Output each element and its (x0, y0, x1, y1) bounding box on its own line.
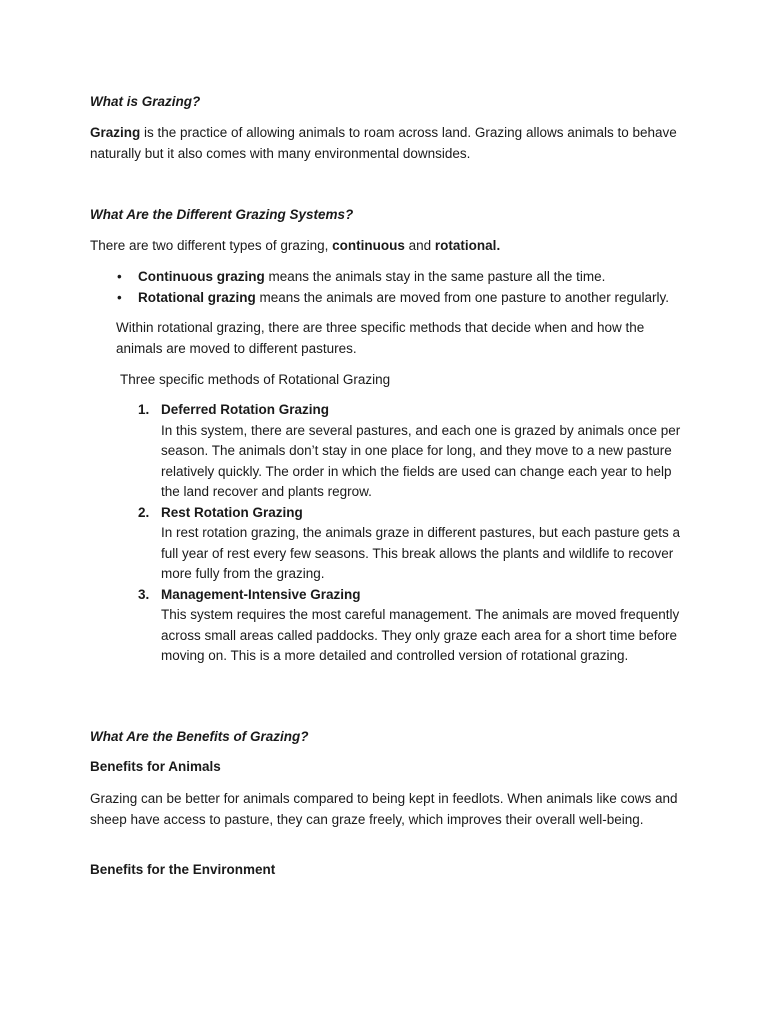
method-number: 3. (138, 586, 150, 602)
bullet-icon: • (117, 269, 122, 284)
method-title: Deferred Rotation Grazing (161, 402, 330, 417)
methods-label: Three specific methods of Rotational Grazing (120, 372, 391, 387)
paragraph-systems-intro (90, 236, 680, 257)
term-rotational: rotational (434, 238, 497, 253)
systems-intro-prefix: There are two different types of grazing, (90, 238, 333, 253)
heading-benefits: What Are the Benefits of Grazing? (90, 729, 309, 744)
subheading-benefits-environment: Benefits for the Environment (90, 862, 276, 877)
method-item (116, 503, 686, 585)
definition-text: is the practice of allowing animals to roam across land. Grazing allows animals to behave naturally but it also comes with many environmental downsides. (90, 125, 677, 161)
method-number: 1. (138, 402, 150, 417)
systems-intro-end: . (496, 238, 501, 253)
systems-intro-and: and (404, 238, 435, 253)
paragraph-rotational-intro: Within rotational grazing, there are three specific methods that decide when and how the animals are moved to different pastures. (116, 320, 645, 356)
method-item (116, 400, 686, 503)
methods-list (116, 400, 686, 667)
bullet-text: means the animals stay in the same pasture all the time. (264, 269, 606, 284)
list-item (90, 288, 690, 309)
bullet-term: Continuous grazing (138, 269, 265, 284)
subheading-benefits-animals: Benefits for Animals (90, 759, 221, 774)
method-number: 2. (138, 504, 150, 520)
bullet-icon: • (117, 289, 122, 305)
list-item (90, 267, 690, 288)
heading-grazing-systems: What Are the Different Grazing Systems? (90, 207, 354, 222)
bullet-text: means the animals are moved from one pasture to another regularly. (255, 289, 669, 305)
term-grazing: Grazing (90, 125, 141, 140)
method-item (116, 585, 686, 667)
paragraph-definition (90, 123, 680, 164)
method-description: This system requires the most careful management. The animals are moved frequently across small areas called paddocks. They only graze each area for a short time before moving on. This is a more detailed and controlled version of rotational grazing. (161, 607, 680, 663)
method-description: In this system, there are several pastures, and each one is grazed by animals once per season. The animals don’t stay in one place for long, and they move to a new pasture relatively quickly. The order in which the fields are used can change each year to help the land recover and plants regrow. (161, 422, 681, 499)
bullet-term: Rotational grazing (138, 289, 256, 305)
heading-what-is-grazing: What is Grazing? (90, 94, 201, 109)
term-continuous: continuous (332, 238, 405, 253)
grazing-types-list (90, 267, 690, 308)
method-title: Management-Intensive Grazing (161, 586, 361, 602)
method-title: Rest Rotation Grazing (161, 504, 303, 520)
method-description: In rest rotation grazing, the animals graze in different pastures, but each pasture gets a full year of rest every few seasons. This break allows the plants and wildlife to recover more fully from the grazing. (161, 525, 681, 581)
paragraph-benefits-animals: Grazing can be better for animals compared to being kept in feedlots. When animals like cows and sheep have access to pasture, they can graze freely, which improves their overall well-being. (90, 791, 678, 827)
